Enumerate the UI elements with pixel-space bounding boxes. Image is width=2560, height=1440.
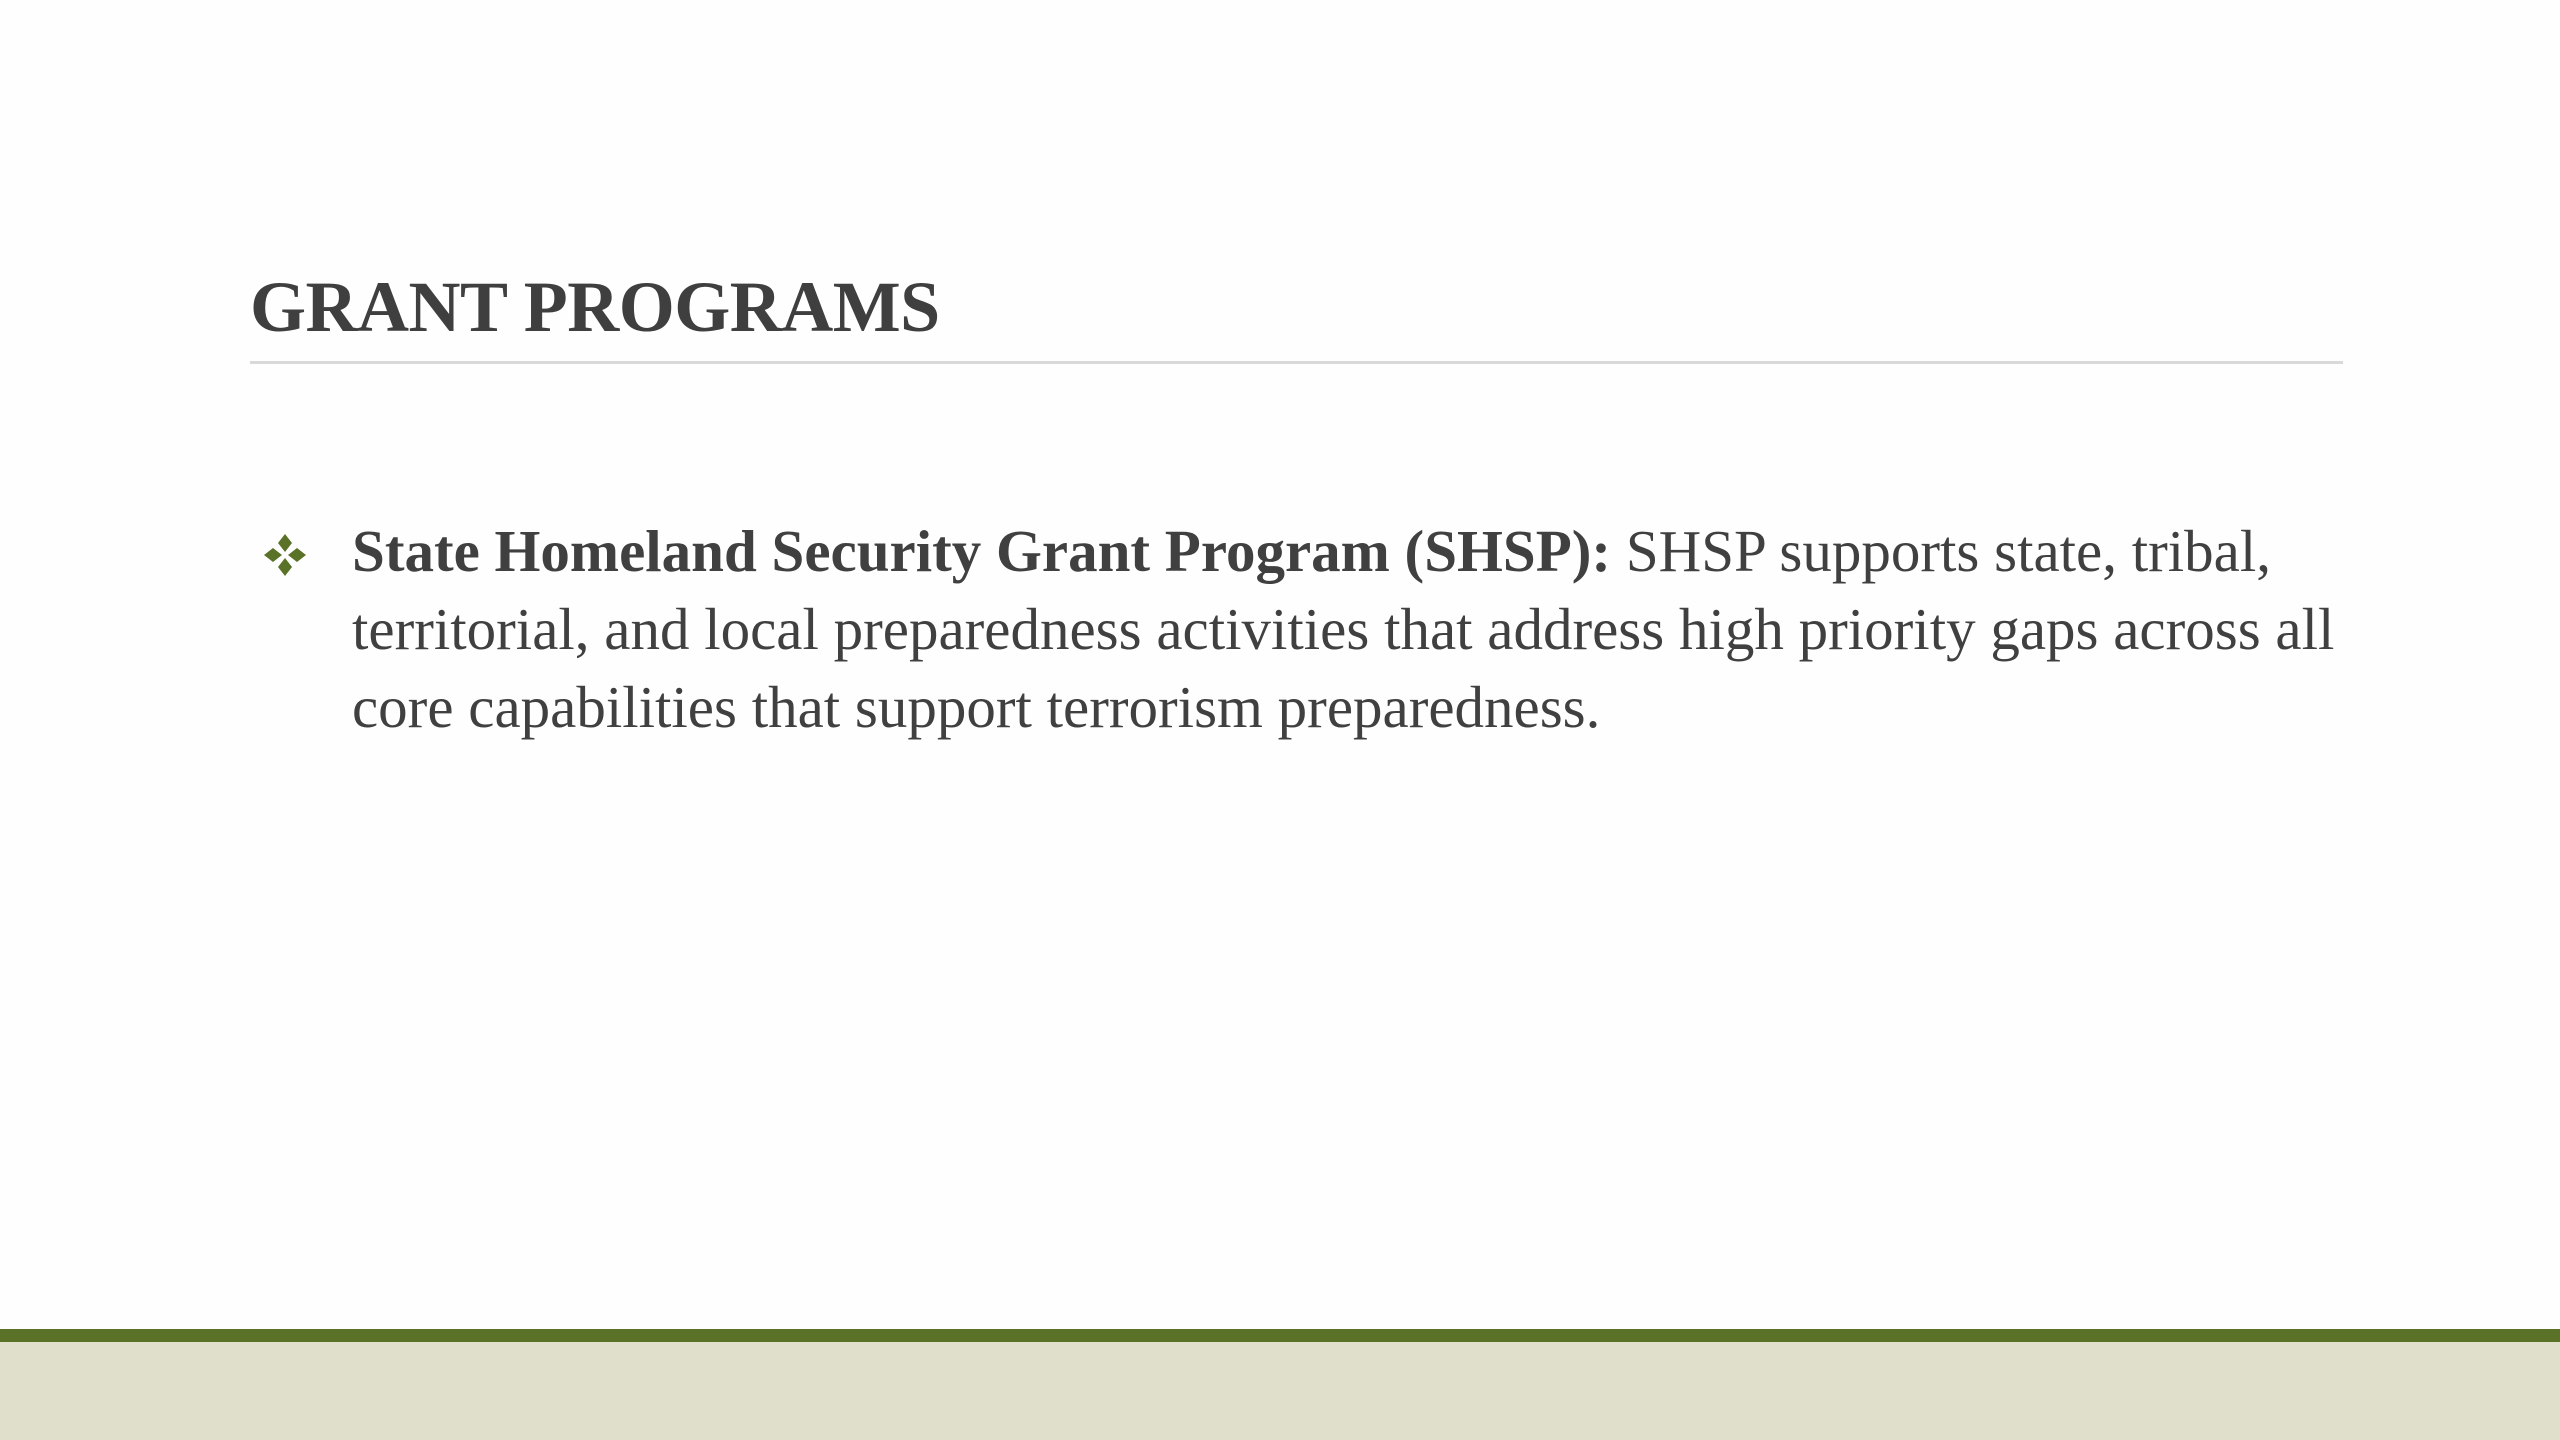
bullet-term: State Homeland Security Grant Program (SHSP):	[352, 518, 1612, 584]
bullet-list	[250, 512, 2350, 746]
title-divider	[250, 361, 2343, 364]
list-item	[250, 512, 2350, 746]
slide-title: GRANT PROGRAMS	[250, 267, 940, 347]
four-diamond-bullet-icon	[260, 530, 310, 580]
bullet-text: SHSP supports state, tribal, territorial, and local preparedness activities that address high priority gaps across all core capabilities that support terrorism preparedness.	[352, 518, 2335, 740]
footer-band	[0, 1342, 2560, 1440]
footer-accent-line	[0, 1329, 2560, 1342]
